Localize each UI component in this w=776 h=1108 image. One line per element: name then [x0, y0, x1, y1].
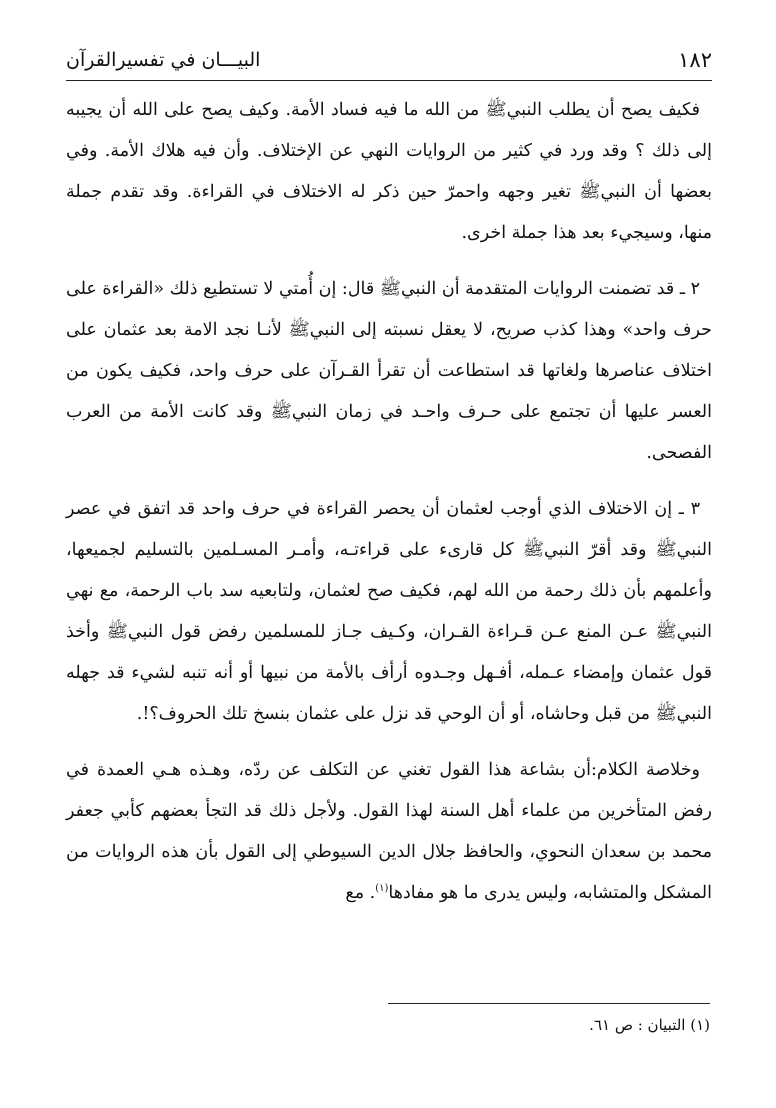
body-text	[66, 90, 712, 929]
footnote-divider	[388, 1003, 710, 1004]
paragraph-4-tail: . مع	[345, 883, 376, 903]
running-title: البيـــان في تفسيرالقرآن	[66, 49, 261, 71]
page-number: ١٨٢	[678, 48, 712, 72]
page-header	[66, 40, 712, 81]
paragraph-1: فكيف يصح أن يطلب النبيﷺ من الله ما فيه فساد الأمة. وكيف يصح على الله أن يجيبه إلى ذلك ؟ وقد ورد في كثير من الروايات النهي عن الإختلاف. وأن فيه هلاك الأمة. وفي بعضها أن النبيﷺ تغير وجهه واحمرّ حين ذكر له الاختلاف في القراءة. وقد تقدم جملة منها، وسيجيء بعد هذا جملة اخرى.	[66, 100, 712, 243]
paragraph-4	[66, 750, 712, 914]
paragraph-3: ٣ ـ إن الاختلاف الذي أوجب لعثمان أن يحصر القراءة في حرف واحد قد اتفق في عصر النبيﷺ وقد أقرّ النبيﷺ كل قارىء على قراءتـه، وأمـر المسـلمين بالتسليم لجميعها، وأعلمهم بأن ذلك رحمة من الله لهم، فكيف صح لعثمان، ولتابعيه سد باب الرحمة، مع نهي النبيﷺ عـن المنع عـن قـراءة القـران، وكـيف جـاز للمسلمين رفض قول النبيﷺ وأخذ قول عثمان وإمضاء عـمله، أفـهل وجـدوه أرأف بالأمة من نبيها أو أنه تنبه لشيء قد جهله النبيﷺ من قبل وحاشاه، أو أن الوحي قد نزل على عثمان بنسخ تلك الحروف؟!.	[66, 499, 712, 724]
footnote: (١) التبيان : ص ٦١.	[589, 1016, 710, 1034]
paragraph-4-text: وخلاصة الكلام:أن بشاعة هذا القول تغني عن التكلف عن ردّه، وهـذه هـي العمدة في رفض المتأخرين من علماء أهل السنة لهذا القول. ولأجل ذلك قد التجأ بعضهم كأبي جعفر محمد بن سعدان النحوي، والحافظ جلال الدين السيوطي إلى القول بأن هذه الروايات من المشكل والمتشابه، وليس يدرى ما هو مفادها	[66, 760, 712, 903]
footnote-reference: (١)	[375, 883, 389, 895]
paragraph-2: ٢ ـ قد تضمنت الروايات المتقدمة أن النبيﷺ قال: إن أُمتي لا تستطيع ذلك «القراءة على حرف واحد» وهذا كذب صريح، لا يعقل نسبته إلى النبيﷺ لأنـا نجد الامة بعد عثمان على اختلاف عناصرها ولغاتها قد استطاعت أن تقرأ القـرآن على حرف واحد، فكيف يكون من العسر عليها أن تجتمع على حـرف واحـد في زمان النبيﷺ وقد كانت الأمة من العرب الفصحى.	[66, 279, 712, 463]
